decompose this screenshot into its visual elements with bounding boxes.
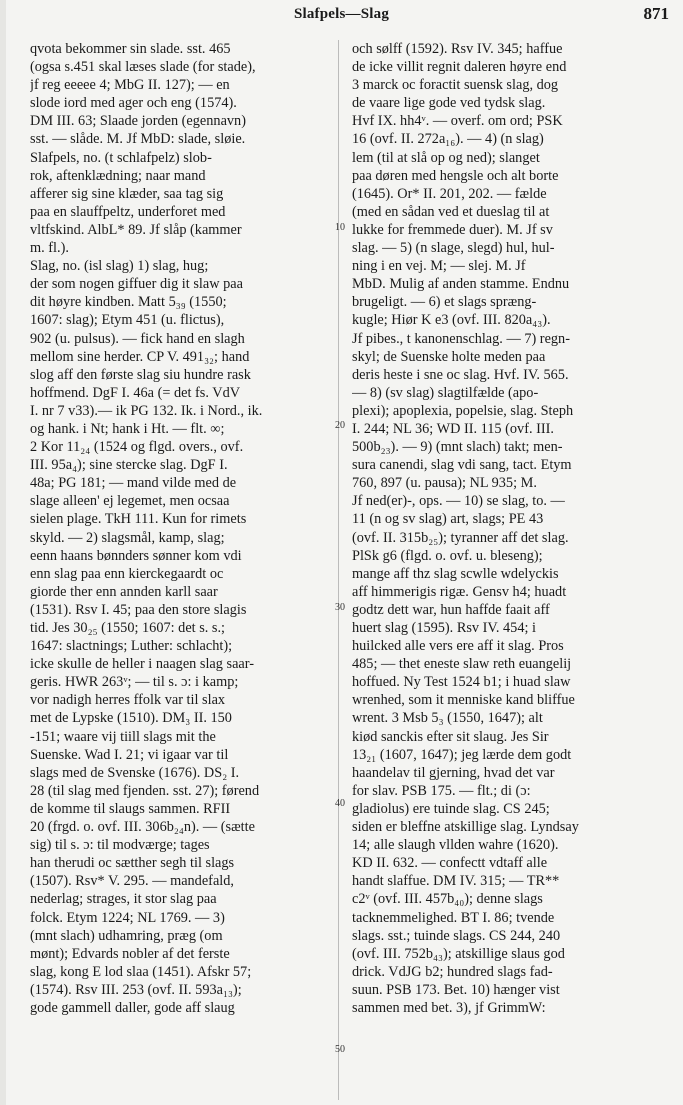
text-line: Slag, no. (isl slag) 1) slag, hug; [30,258,209,275]
line-number-10: 10 [335,222,345,233]
text-line: sig) til s. ɔ: til modværge; tages [30,837,210,854]
text-line: Slafpels, no. (t schlafpelz) slob- [30,149,212,166]
text-line: I. nr 7 v33).— ik PG 132. Ik. i Nord., ik. [30,402,263,419]
text-line: -151; waare vij tiill slags mit the [30,728,216,745]
text-line: DM III. 63; Slaade jorden (egennavn) [30,113,246,130]
text-line: slags. sst.; tuinde slags. CS 244, 240 [352,927,561,944]
text-line: 20 (frgd. o. ovf. III. 306b₂₄n). — (sætte [30,819,255,836]
text-line: (1531). Rsv I. 45; paa den store slagis [30,601,247,618]
text-line: de vaare lige gode ved tydsk slag. [352,95,546,112]
line-number-20: 20 [335,420,345,431]
text-line: nederlag; strages, it stor slag paa [30,891,217,908]
text-line: for slav. PSB 175. — flt.; di (ɔ: [352,782,531,799]
text-line: mange aff thz slag scwlle wdelyckis [352,565,559,582]
text-line: I. 244; NL 36; WD II. 115 (ovf. III. [352,420,554,437]
text-line: wrenhed, som it menniske kand bliffue [352,692,575,709]
text-line: MbD. Mulig af anden stamme. Endnu [352,276,570,293]
text-line: slag. — 5) (n slage, slegd) hul, hul- [352,240,555,257]
text-line: skyl; de Suenske holte meden paa [352,348,546,365]
text-line: tid. Jes 30₂₅ (1550; 1607: det s. s.; [30,620,226,636]
text-line: qvota bekommer sin slade. sst. 465 [30,41,231,57]
text-line: c2ᵛ (ovf. III. 457b₄₀); denne slags [352,891,543,908]
text-line: (ogsa s.451 skal læses slade (for stade), [30,59,256,76]
text-line: 3 marck oc foractit suensk slag, dog [352,77,559,94]
text-line: paa døren med hengsle och alt borte [352,167,559,184]
text-line: wrent. 3 Msb 5₃ (1550, 1647); alt [352,710,543,727]
running-title: Slafpels—Slag [293,6,390,22]
text-line: gode gammell daller, gode aff slaug [30,999,235,1016]
text-line: gladiolus) ere tuinde slag. CS 245; [352,800,550,817]
text-line: slags med de Svenske (1676). DS₂ I. [30,764,240,781]
text-line: 500b₂₃). — 9) (mnt slach) takt; men- [352,439,563,456]
text-line: giorde ther enn annden karll saar [30,583,218,600]
text-line: og hank. i Nt; hank i Ht. — flt. ∞; [30,420,225,437]
text-line: lem (til at slå op og ned); slanget [352,149,540,166]
text-line: de icke villit regnit daleren høyre end [352,59,567,76]
text-line: 902 (u. pulsus). — fick hand en slagh [30,330,245,347]
text-line: 760, 897 (u. pausa); NL 935; M. [352,475,537,492]
text-line: (mnt slach) udhamring, præg (om [30,927,223,944]
text-line: III. 95a₄); sine stercke slag. DgF I. [30,457,228,474]
text-line: tacknemmelighed. BT I. 86; tvende [352,909,555,926]
text-line: PlSk g6 (flgd. o. ovf. u. bleseng); [352,547,543,564]
text-line: 485; — thet eneste slaw reth euangelij [352,656,572,673]
text-line: slage alleen' ej legemet, men ocsaa [30,493,230,510]
text-line: de komme til slaugs sammen. RFII [30,800,231,817]
text-line: 1607: slag); Etym 451 (u. flictus), [30,312,225,329]
text-line: KD II. 632. — confectt vdtaff alle [352,855,548,872]
text-line: aff himmerigis rigæ. Gensv h4; huadt [352,583,567,600]
text-line: lukke for fremmede duer). M. Jf sv [352,221,553,238]
text-line: der som nogen giffuer dig it slaw paa [30,276,243,293]
text-line: 1647: slactnings; Luther: schlacht); [30,638,233,655]
text-line: sielen plage. TkH 111. Kun for rimets [30,511,247,528]
text-line: siden er bleffne atskillige slag. Lyndsay [352,819,579,836]
text-line: och sølff (1592). Rsv IV. 345; haffue [352,41,563,57]
text-line: mønt); Edvards nobler af det ferste [30,945,230,962]
text-line: (ovf. III. 752b₄₃); atskillige slaus god [352,945,565,962]
text-line: (1507). Rsv* V. 295. — mandefald, [30,873,234,890]
text-line: kiød sanckis efter sit slaug. Jes Sir [352,728,549,745]
page-number: 871 [643,4,669,23]
text-line: (med en sådan ved et dueslag til at [352,203,550,220]
left-column [30,40,350,1017]
text-line: (1645). Or* II. 201, 202. — fælde [352,185,547,202]
text-line: vltfskind. AlbL* 89. Jf slåp (kammer [30,221,242,238]
text-line: sammen med bet. 3), jf GrimmW: [352,999,546,1016]
text-line: dit høyre kindben. Matt 5₃₉ (1550; [30,294,227,311]
text-line: 14; alle slaugh vllden wahre (1620). [352,837,559,854]
text-line: Jf ned(er)-, ops. — 10) se slag, to. — [352,493,565,510]
text-line: icke skulle de heller i naagen slag saar- [30,656,254,673]
text-line: haandelav til gjerning, hvad det var [352,764,555,781]
text-line: plexi); apoplexia, popelsie, slag. Steph [352,402,574,419]
text-line: 28 (til slag med fjenden. sst. 27); førend [30,782,260,799]
text-line: 2 Kor 11₂₄ (1524 og flgd. overs., ovf. [30,439,244,456]
text-line: hoffmend. DgF I. 46a (= det fs. VdV [30,384,241,401]
text-line: hoffued. Ny Test 1524 b1; i huad slaw [352,674,571,691]
text-line: sura canendi, slag vdi sang, tact. Etym [352,457,572,474]
text-line: paa en slauffpeltz, underforet med [30,203,226,220]
text-line: huert slag (1595). Rsv IV. 454; i [352,620,536,636]
text-line: sst. — slåde. M. Jf MbD: slade, sløie. [30,131,246,148]
text-line: eenn haans bønnders sønner kom vdi [30,547,242,564]
scan-edge [0,0,6,1105]
text-line: skyld. — 2) slagsmål, kamp, slag; [30,529,225,546]
text-line: geris. HWR 263ᵛ; — til s. ɔ: i kamp; [30,674,239,691]
text-line: brugeligt. — 6) et slags spræng- [352,294,537,311]
text-line: ning i en vej. M; — slej. M. Jf [352,258,526,275]
text-line: slog aff den første slag siu hundre rask [30,366,251,383]
text-line: kugle; Hiør K e3 (ovf. III. 820a₄₃). [352,312,551,329]
text-line: huilcked alle vers ere aff it slag. Pros [352,638,564,655]
text-line: 48a; PG 181; — mand vilde med de [30,475,237,492]
text-line: rok, aftenklædning; naar mand [30,167,206,184]
text-line: slag, kong E lod slaa (1451). Afskr 57; [30,963,252,980]
text-line: vor nadigh herres ffolk var til slax [30,692,226,709]
text-line: handt slaffue. DM IV. 315; — TR** [352,873,560,890]
text-line: slode iord med ager och eng (1574). [30,95,237,112]
page-header [0,4,683,28]
text-line: deris heste i sne oc slag. Hvf. IV. 565. [352,366,569,383]
text-line: 11 (n og sv slag) art, slags; PE 43 [352,511,544,528]
text-line: han therudi oc sætther segh til slags [30,855,235,872]
text-line: mellom sine herder. CP V. 491₃₂; hand [30,348,250,365]
text-line: jf reg eeeee 4; MbG II. 127); — en [30,77,230,94]
right-column [352,40,670,1017]
text-line: 16 (ovf. II. 272a₁₆). — 4) (n slag) [352,131,544,148]
text-line: enn slag paa enn kierckegaardt oc [30,565,224,582]
text-line: godtz dett war, hun haffde faait aff [352,601,550,618]
text-line: afferer sig sine klæder, saa tag sig [30,185,224,202]
text-line: Jf pibes., t kanonenschlag. — 7) regn- [352,330,570,347]
line-number-40: 40 [335,798,345,809]
text-line: folck. Etym 1224; NL 1769. — 3) [30,909,225,926]
text-line: suun. PSB 173. Bet. 10) hænger vist [352,981,560,998]
text-line: 13₂₁ (1607, 1647); jeg lærde dem godt [352,746,572,763]
text-line: — 8) (sv slag) slagtilfælde (apo- [352,384,539,401]
text-line: m. fl.). [30,240,69,257]
text-line: drick. VdJG b2; hundred slags fad- [352,963,553,980]
line-number-50: 50 [335,1044,345,1055]
text-line: met de Lypske (1510). DM₃ II. 150 [30,710,232,727]
line-number-30: 30 [335,602,345,613]
text-line: (ovf. II. 315b₂₅); tyranner aff det slag. [352,529,569,546]
text-line: Suenske. Wad I. 21; vi igaar var til [30,746,229,763]
text-line: (1574). Rsv III. 253 (ovf. II. 593a₁₃); [30,981,242,998]
text-line: Hvf IX. hh4ᵛ. — overf. om ord; PSK [352,113,563,130]
